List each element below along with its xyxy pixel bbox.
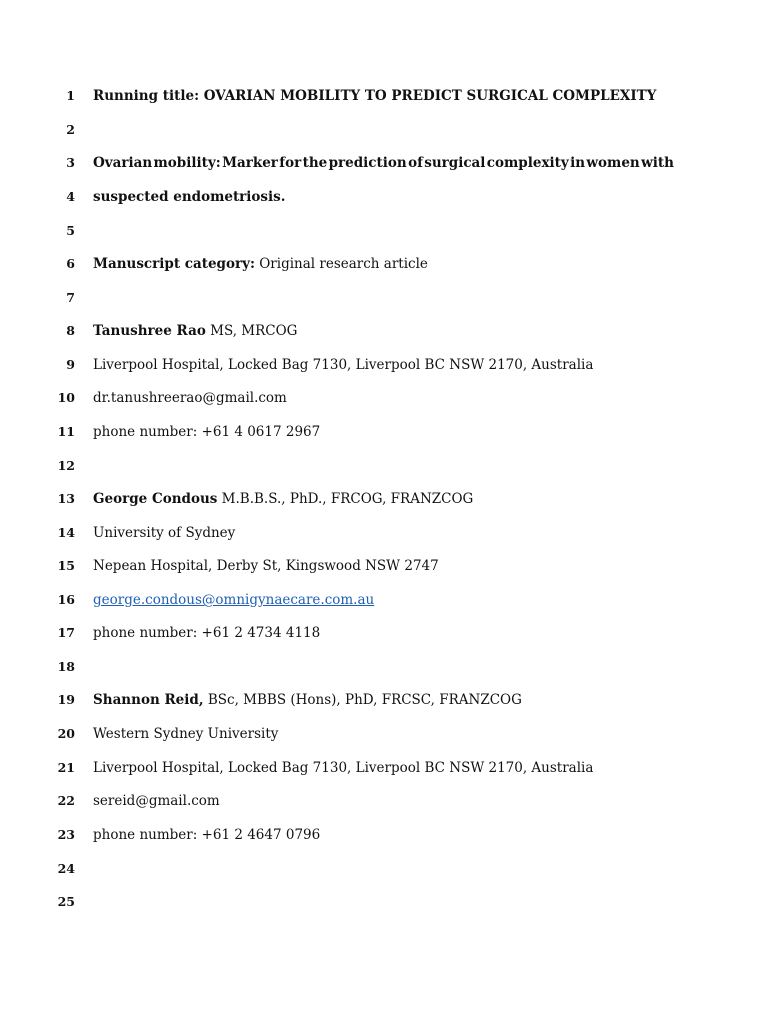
line-number: 1	[66, 88, 75, 103]
author-credentials: M.B.B.S., PhD., FRCOG, FRANZCOG	[217, 491, 474, 507]
line-23	[0, 823, 768, 847]
line-19	[0, 688, 768, 712]
author-2	[93, 487, 674, 511]
line-number: 10	[57, 390, 75, 405]
paper-title-line-1	[93, 151, 674, 175]
running-title: Running title: OVARIAN MOBILITY TO PREDICT SURGICAL COMPLEXITY	[93, 88, 657, 104]
line-25	[0, 890, 768, 914]
line-7	[0, 286, 768, 310]
manuscript-category-value: Original research article	[259, 256, 428, 272]
line-number: 18	[57, 659, 75, 674]
line-number: 9	[66, 357, 75, 372]
line-number: 24	[57, 861, 75, 876]
line-3	[0, 151, 768, 175]
author-email: sereid@gmail.com	[93, 793, 220, 809]
line-number: 22	[57, 793, 75, 808]
line-12	[0, 454, 768, 478]
line-14	[0, 521, 768, 545]
line-9	[0, 353, 768, 377]
manuscript-category	[93, 252, 674, 276]
title-word: for	[279, 155, 302, 171]
author-1	[93, 319, 674, 343]
line-number: 25	[57, 894, 75, 909]
author-phone: phone number: +61 2 4734 4118	[93, 625, 321, 641]
title-word: in	[570, 155, 586, 171]
paper-title-line-2: suspected endometriosis.	[93, 189, 286, 205]
line-18	[0, 655, 768, 679]
line-number: 21	[57, 760, 75, 775]
line-1	[0, 84, 768, 108]
line-17	[0, 621, 768, 645]
author-email: dr.tanushreerao@gmail.com	[93, 390, 287, 406]
line-number: 6	[66, 256, 75, 271]
line-number: 11	[57, 424, 75, 439]
line-20	[0, 722, 768, 746]
line-4	[0, 185, 768, 209]
line-number: 23	[57, 827, 75, 842]
line-5	[0, 219, 768, 243]
line-16	[0, 588, 768, 612]
title-word: Marker	[222, 155, 278, 171]
author-phone: phone number: +61 4 0617 2967	[93, 424, 321, 440]
line-number: 14	[57, 525, 75, 540]
title-word: of	[408, 155, 423, 171]
line-number: 13	[57, 491, 75, 506]
line-number: 20	[57, 726, 75, 741]
line-number: 16	[57, 592, 75, 607]
line-number: 3	[66, 155, 75, 170]
line-11	[0, 420, 768, 444]
title-word: surgical	[424, 155, 486, 171]
line-15	[0, 554, 768, 578]
author-university: University of Sydney	[93, 525, 236, 541]
title-word: prediction	[328, 155, 407, 171]
line-number: 5	[66, 223, 75, 238]
line-number: 8	[66, 323, 75, 338]
manuscript-category-label: Manuscript category:	[93, 256, 255, 272]
line-8	[0, 319, 768, 343]
line-22	[0, 789, 768, 813]
title-word: with	[641, 155, 674, 171]
line-number: 19	[57, 692, 75, 707]
author-email-link[interactable]: george.condous@omnigynaecare.com.au	[93, 592, 375, 608]
title-word: complexity	[486, 155, 569, 171]
author-3	[93, 688, 674, 712]
author-phone: phone number: +61 2 4647 0796	[93, 827, 321, 843]
line-number: 4	[66, 189, 75, 204]
title-word: mobility:	[153, 155, 221, 171]
author-affiliation: Nepean Hospital, Derby St, Kingswood NSW 2747	[93, 558, 439, 574]
line-number: 15	[57, 558, 75, 573]
author-credentials: MS, MRCOG	[205, 323, 298, 339]
line-number: 17	[57, 625, 75, 640]
line-21	[0, 756, 768, 780]
title-word: Ovarian	[93, 155, 153, 171]
line-number: 12	[57, 458, 75, 473]
author-affiliation: Liverpool Hospital, Locked Bag 7130, Liverpool BC NSW 2170, Australia	[93, 760, 594, 776]
title-word: women	[586, 155, 640, 171]
author-name: Shannon Reid,	[93, 692, 204, 708]
author-name: Tanushree Rao	[93, 323, 206, 339]
line-13	[0, 487, 768, 511]
title-word: the	[302, 155, 328, 171]
line-10	[0, 386, 768, 410]
author-name: George Condous	[93, 491, 218, 507]
line-2	[0, 118, 768, 142]
author-affiliation: Liverpool Hospital, Locked Bag 7130, Liverpool BC NSW 2170, Australia	[93, 357, 594, 373]
line-6	[0, 252, 768, 276]
author-credentials: BSc, MBBS (Hons), PhD, FRCSC, FRANZCOG	[203, 692, 522, 708]
line-24	[0, 857, 768, 881]
line-number: 2	[66, 122, 75, 137]
author-university: Western Sydney University	[93, 726, 279, 742]
line-number: 7	[66, 290, 75, 305]
